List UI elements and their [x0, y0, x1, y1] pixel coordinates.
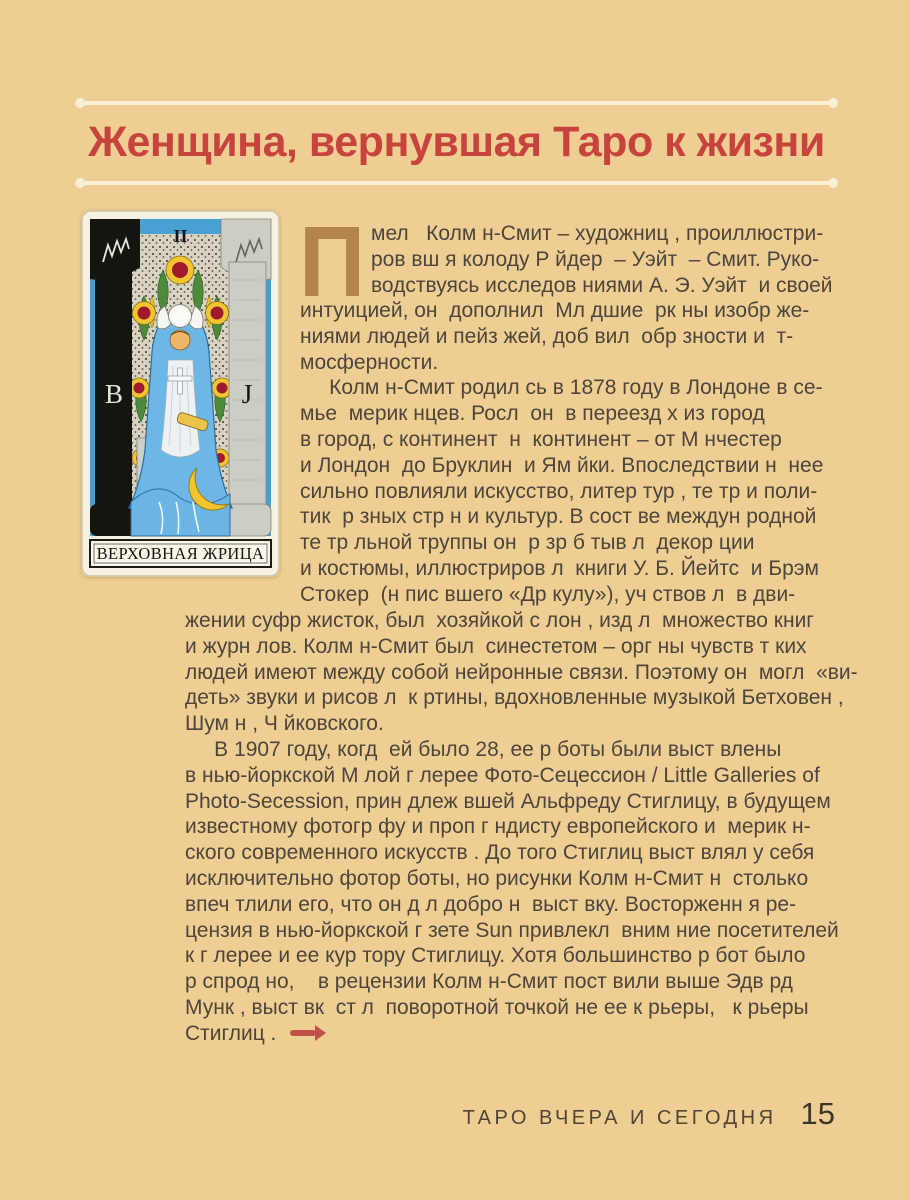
paragraph-block-beside-dropcap — [371, 222, 833, 299]
pillar-letter-b: B — [104, 379, 124, 409]
text-line: ров вш я колоду Р йдер – Уэйт – Смит. Руко- — [371, 247, 820, 271]
text-line: Стокер (н пис вшего «Др кулу»), уч ствов л в дви- — [300, 582, 796, 606]
rule-dot-icon — [75, 178, 85, 188]
card-caption: ВЕРХОВНАЯ ЖРИЦА — [96, 544, 265, 563]
text-line: ниями людей и пейз жей, доб вил обр зности и т- — [300, 324, 794, 348]
rule-dot-icon — [828, 178, 838, 188]
text-line: в город, с континент н континент – от М нчестер — [300, 427, 782, 451]
face — [170, 330, 190, 350]
text-line: цензия в нью-йоркской г зете Sun привлекл вним ние посетителей — [185, 918, 839, 942]
text-line: Шум н , Ч йковского. — [185, 712, 384, 736]
text-line: Колм н-Смит родил сь в 1878 году в Лондоне в се- — [300, 376, 823, 400]
text-line: мье мерик нцев. Росл он в переезд х из город — [300, 402, 765, 426]
text-line: исключительно фотор боты, но рисунки Колм н-Смит н столько — [185, 866, 809, 890]
text-line: В 1907 году, когд ей было 28, ее р боты были выст влены — [185, 737, 782, 761]
paragraph-block-beside-card — [300, 299, 823, 609]
rule-dot-icon — [828, 98, 838, 108]
text-line: ского современного искусств . До того Стиглиц выст влял у себя — [185, 841, 815, 865]
high-priestess-illustration — [81, 210, 280, 577]
text-line: и журн лов. Колм н-Смит был синестетом – орг ны чувств т ких — [185, 634, 807, 658]
text-line: и костюмы, иллюстриров л книги У. Б. Йейтс и Брэм — [300, 556, 819, 580]
paragraph-block-full-width — [185, 609, 858, 1022]
text-line: Photo-Secession, прин длеж вшей Альфреду Стиглицу, в будущем — [185, 789, 831, 813]
pillar-letter-j: J — [241, 379, 253, 409]
page-footer — [463, 1096, 835, 1132]
text-line: Мунк , выст вк ст л поворотной точкой не ее к рьеры, к рьеры — [185, 995, 809, 1019]
horned-crown-icon — [157, 305, 203, 329]
text-line: деть» звуки и рисов л к ртины, вдохновленные музыкой Бетховен , — [185, 686, 844, 710]
text-line: к г лерее и ее кур тору Стиглицу. Хотя большинство р бот было — [185, 944, 806, 968]
text-line: людей имеют между собой нейронные связи. Поэтому он могл «ви- — [185, 660, 858, 684]
closing-line — [185, 1022, 316, 1046]
text-line: интуицией, он дополнил Мл дшие рк ны изобр же- — [300, 299, 810, 322]
text-line: водствуясь исследов ниями А. Э. Уэйт и своей — [371, 273, 833, 297]
closing-text: Стиглиц . — [185, 1022, 277, 1045]
text-line: и Лондон до Бруклин и Ям йки. Впоследствии н нее — [300, 453, 824, 477]
title-rule-top — [78, 101, 835, 105]
text-line: впеч тлили его, что он д л добро н выст вку. Восторженн я ре- — [185, 892, 797, 916]
title-rule-bottom — [78, 181, 835, 185]
tarot-card-high-priestess — [81, 210, 280, 577]
page-title: Женщина, вернувшая Таро к жизни — [88, 118, 825, 166]
running-title: ТАРО ВЧЕРА И СЕГОДНЯ — [462, 1107, 777, 1129]
text-line: те тр льной труппы он р зр б тыв л декор ции — [300, 531, 755, 555]
page-number: 15 — [800, 1096, 835, 1131]
red-arrow-icon — [290, 1030, 316, 1036]
text-line: р спрод но, в рецензии Колм н-Смит пост вили выше Эдв рд — [185, 970, 793, 994]
text-line: жении суфр жисток, был хозяйкой с лон , изд л множество книг — [185, 609, 814, 632]
card-numeral: II — [173, 226, 188, 246]
rule-dot-icon — [75, 98, 85, 108]
text-line: мосферности. — [300, 350, 439, 374]
text-line: сильно повлияли искусство, литер тур , те тр и поли- — [300, 479, 818, 503]
text-line: мел Колм н-Смит – художниц , проиллюстри- — [371, 222, 824, 245]
text-line: тик р зных стр н и культур. В сост ве междун родной — [300, 505, 817, 529]
text-line: известному фотогр фу и проп г ндисту европейского и мерик н- — [185, 815, 811, 839]
drop-cap: П — [299, 206, 366, 318]
text-line: в нью-йоркской М лой г лерее Фото-Сецессион / Little Galleries of — [185, 763, 820, 787]
